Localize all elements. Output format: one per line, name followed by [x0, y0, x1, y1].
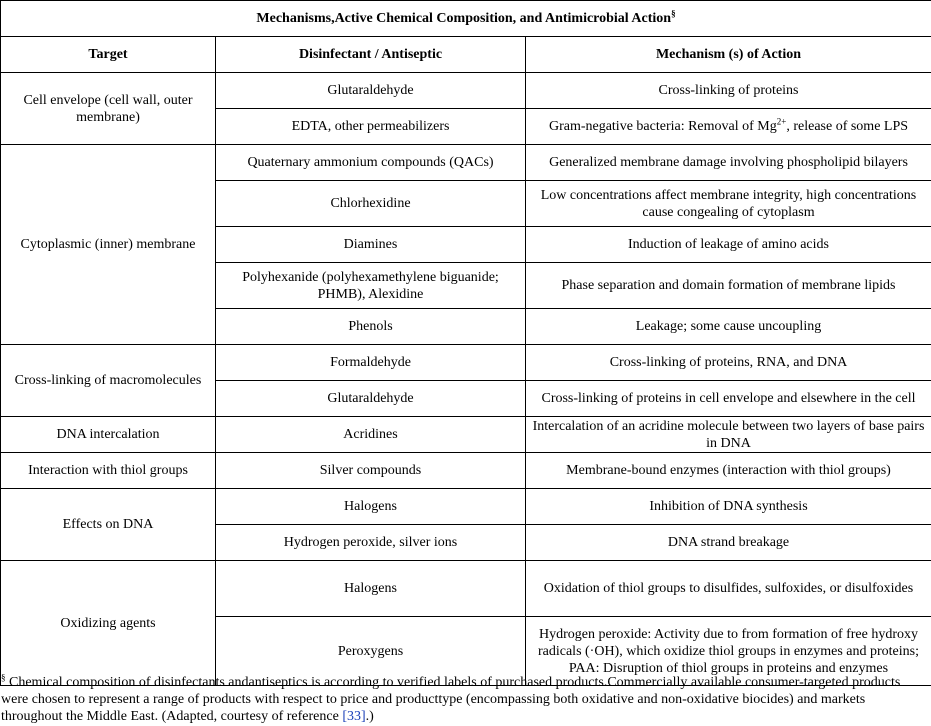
target-cell: Oxidizing agents [1, 561, 216, 686]
table-row [1, 561, 931, 617]
target-cell: Cross-linking of macromolecules [1, 345, 216, 417]
agent-cell: Glutaraldehyde [216, 73, 526, 109]
table-title [1, 1, 931, 37]
agent-cell: Diamines [216, 227, 526, 263]
agent-cell: Halogens [216, 489, 526, 525]
table-row [1, 489, 931, 525]
agent-cell: Halogens [216, 561, 526, 617]
mechanism-cell: DNA strand breakage [526, 525, 931, 561]
footnote-end: .) [365, 709, 374, 724]
header-agent: Disinfectant / Antiseptic [216, 37, 526, 73]
agent-cell: Formaldehyde [216, 345, 526, 381]
table-title-text: Mechanisms,Active Chemical Composition, and Antimicrobial Action [256, 11, 672, 26]
table-row [1, 417, 931, 453]
reference-link[interactable]: [33] [342, 709, 366, 724]
mechanism-cell: Oxidation of thiol groups to disulfides, sulfoxides, or disulfoxides [526, 561, 931, 617]
mechanism-cell: Cross-linking of proteins [526, 73, 931, 109]
target-cell: Cytoplasmic (inner) membrane [1, 145, 216, 345]
footnote-text: Chemical composition of disinfectants andantiseptics is according to verified labels of purchased products.Commercially available consumer-targeted products were chosen to represent a range of products with respect to price and producttype (encompassing both oxidative and non-oxidative biocides) and markets throughout the Middle East. (Adapted, courtesy of reference [1, 675, 901, 724]
mechanism-text: , release of some LPS [786, 119, 909, 134]
agent-cell: Phenols [216, 309, 526, 345]
agent-cell: Silver compounds [216, 453, 526, 489]
header-mechanism: Mechanism (s) of Action [526, 37, 931, 73]
mechanism-text: Gram-negative bacteria: Removal of Mg [548, 119, 777, 134]
mechanism-cell [526, 109, 931, 145]
agent-cell: Glutaraldehyde [216, 381, 526, 417]
mechanism-cell: Cross-linking of proteins, RNA, and DNA [526, 345, 931, 381]
mechanism-cell: Phase separation and domain formation of membrane lipids [526, 263, 931, 309]
target-cell: Interaction with thiol groups [1, 453, 216, 489]
mechanism-cell: Leakage; some cause uncoupling [526, 309, 931, 345]
section-mark: § [671, 8, 676, 19]
agent-cell: Polyhexanide (polyhexamethylene biguanide; PHMB), Alexidine [216, 263, 526, 309]
target-cell: Effects on DNA [1, 489, 216, 561]
table-row [1, 73, 931, 109]
charge-superscript: 2+ [776, 116, 787, 127]
agent-cell: Acridines [216, 417, 526, 453]
target-cell: Cell envelope (cell wall, outer membrane) [1, 73, 216, 145]
agent-cell: Chlorhexidine [216, 181, 526, 227]
table-row [1, 453, 931, 489]
agent-cell: Hydrogen peroxide, silver ions [216, 525, 526, 561]
mechanism-cell: Generalized membrane damage involving phospholipid bilayers [526, 145, 931, 181]
mechanism-cell: Low concentrations affect membrane integrity, high concentrations cause congealing of cytoplasm [526, 181, 931, 227]
mechanism-cell: Hydrogen peroxide: Activity due to from formation of free hydroxy radicals (·OH), which oxidize thiol groups in enzymes and proteins; PAA: Disruption of thiol groups in proteins and enzymes [526, 617, 931, 686]
agent-cell: Quaternary ammonium compounds (QACs) [216, 145, 526, 181]
table-row [1, 145, 931, 181]
mechanism-cell: Inhibition of DNA synthesis [526, 489, 931, 525]
mechanism-cell: Membrane-bound enzymes (interaction with thiol groups) [526, 453, 931, 489]
agent-cell: EDTA, other permeabilizers [216, 109, 526, 145]
agent-cell: Peroxygens [216, 617, 526, 686]
mechanism-cell: Induction of leakage of amino acids [526, 227, 931, 263]
target-cell: DNA intercalation [1, 417, 216, 453]
mechanism-cell: Cross-linking of proteins in cell envelope and elsewhere in the cell [526, 381, 931, 417]
header-target: Target [1, 37, 216, 73]
footnote-mark: § [1, 672, 6, 683]
mechanism-cell: Intercalation of an acridine molecule between two layers of base pairs in DNA [526, 417, 931, 453]
table-footnote [1, 674, 926, 725]
table-row [1, 345, 931, 381]
